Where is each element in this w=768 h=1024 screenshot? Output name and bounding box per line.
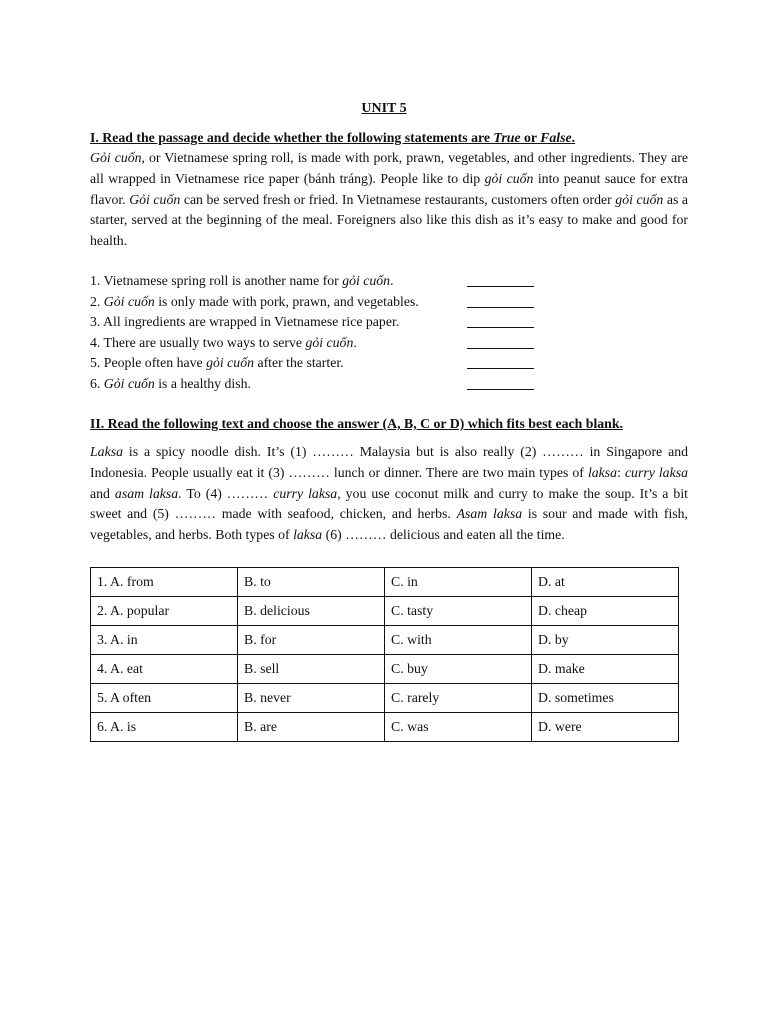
text-run: 4. There are usually two ways to serve [90, 334, 306, 350]
italic-term: Gỏi cuốn [129, 191, 181, 207]
text-run: 6. [90, 375, 104, 391]
text-run: , you use coconut milk and curry to make the soup. It’s a bit sweet and (5) ……… made with seafood, chicken, and herbs. [90, 485, 688, 522]
answer-blank-5[interactable] [467, 368, 534, 369]
option-cell: D. by [532, 626, 679, 655]
italic-term: gỏi cuốn [305, 334, 354, 350]
option-cell: B. sell [238, 655, 385, 684]
statement-6 [90, 374, 550, 395]
text-run: 5. People often have [90, 355, 207, 371]
statement-1 [90, 271, 550, 292]
option-cell: D. at [532, 568, 679, 597]
option-cell: D. make [532, 655, 679, 684]
text-run: : [617, 464, 625, 480]
options-row-5 [91, 684, 679, 713]
options-row-6 [91, 713, 679, 742]
section1-heading-text: I. Read the passage and decide whether the following statements are [90, 130, 494, 145]
section1-heading [90, 130, 575, 146]
text-run: after the starter. [254, 355, 344, 371]
statement-4 [90, 333, 550, 354]
option-cell: D. cheap [532, 597, 679, 626]
answer-blank-6[interactable] [467, 389, 534, 390]
text-run: 1. Vietnamese spring roll is another name for [90, 273, 343, 288]
italic-term: curry laksa [624, 464, 688, 480]
text-run: , or Vietnamese spring roll, is made with pork, prawn, vegetables, and other ingredients. They are all wrapped in Vietnamese rice paper (bánh tráng). People like to dip [90, 150, 688, 186]
italic-term: Asam laksa [456, 506, 523, 522]
section2-heading: II. Read the following text and choose the answer (A, B, C or D) which fits best each blank. [90, 416, 623, 431]
text-run: as a starter, served at the beginning of the meal. Foreigners also like this dish as it’s easy to make and good for health. [90, 191, 689, 249]
answer-blank-2[interactable] [467, 307, 534, 308]
italic-term: asam laksa [114, 485, 179, 501]
statement-5 [90, 353, 550, 374]
text-run: can be served fresh or fried. In Vietnamese restaurants, customers often order [180, 191, 616, 207]
italic-term: curry laksa [273, 485, 338, 501]
italic-term: Laksa [90, 444, 123, 459]
italic-term: gỏi cuốn [484, 170, 534, 186]
italic-term: Gỏi cuốn [90, 150, 142, 165]
option-cell: C. with [385, 626, 532, 655]
text-run: . [353, 334, 357, 350]
option-cell: C. rarely [385, 684, 532, 713]
italic-term: Gỏi cuốn [103, 375, 155, 391]
text-run: . To (4) ……… [178, 485, 274, 501]
italic-term: Gỏi cuốn [103, 293, 155, 309]
text-run: into peanut sauce for extra flavor. [90, 170, 688, 207]
italic-term: gỏi cuốn [206, 355, 254, 371]
text-run: 2. [90, 293, 104, 309]
option-cell: B. are [238, 713, 385, 742]
text-run: is only made with pork, prawn, and vegetables. [154, 293, 419, 309]
option-cell: B. never [238, 684, 385, 713]
text-run: is a healthy dish. [154, 375, 251, 391]
option-cell: 2. A. popular [91, 597, 238, 626]
option-cell: 4. A. eat [91, 655, 238, 684]
option-cell: 5. A often [91, 684, 238, 713]
text-run: and [90, 485, 115, 501]
options-row-3 [91, 626, 679, 655]
text-run: (6) ……… delicious and eaten all the time. [322, 527, 565, 543]
option-cell: C. was [385, 713, 532, 742]
option-cell: B. delicious [238, 597, 385, 626]
statement-2 [90, 292, 550, 313]
section1-heading-or: or [520, 130, 541, 145]
option-cell: B. to [238, 568, 385, 597]
section1-heading-false: False [540, 130, 572, 145]
italic-term: laksa [293, 527, 323, 543]
answer-blank-4[interactable] [467, 348, 534, 349]
text-run: is sour and made with fish, vegetables, and herbs. Both types of [90, 506, 689, 543]
text-run: . [390, 273, 394, 288]
options-row-2 [91, 597, 679, 626]
option-cell: D. sometimes [532, 684, 679, 713]
section1-heading-true: True [493, 130, 521, 145]
answer-blank-3[interactable] [467, 327, 534, 328]
section1-heading-end: . [571, 130, 576, 145]
text-run: is a spicy noodle dish. It’s (1) ……… Malaysia but is also really (2) ……… in Singapore and Indonesia. People usually eat it (3) ……… lunch or dinner. There are two main types of [90, 444, 688, 480]
option-cell: C. in [385, 568, 532, 597]
answer-options-table [90, 567, 679, 742]
text-run: 3. All ingredients are wrapped in Vietnamese rice paper. [90, 314, 400, 330]
answer-blank-1[interactable] [467, 286, 534, 287]
italic-term: gỏi cuốn [342, 273, 391, 288]
italic-term: laksa [587, 464, 618, 480]
option-cell: C. tasty [385, 597, 532, 626]
option-cell: C. buy [385, 655, 532, 684]
option-cell: D. were [532, 713, 679, 742]
options-row-1 [91, 568, 679, 597]
statement-3 [90, 312, 550, 333]
unit-title: UNIT 5 [361, 101, 407, 116]
section2-passage [90, 442, 688, 546]
option-cell: 1. A. from [91, 568, 238, 597]
options-row-4 [91, 655, 679, 684]
true-false-statements [90, 271, 550, 395]
section1-passage [90, 148, 688, 252]
italic-term: gỏi cuốn [615, 191, 664, 207]
option-cell: 6. A. is [91, 713, 238, 742]
option-cell: 3. A. in [91, 626, 238, 655]
option-cell: B. for [238, 626, 385, 655]
